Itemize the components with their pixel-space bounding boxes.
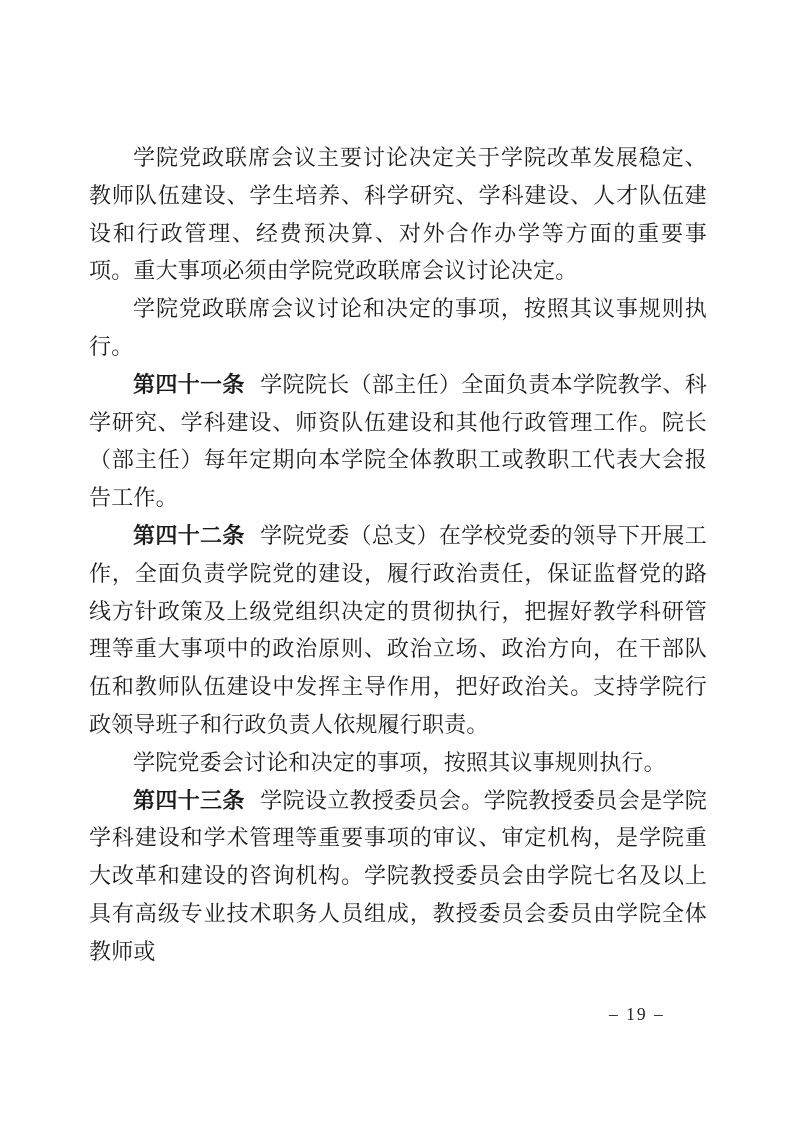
article-number: 第四十二条 [133, 522, 245, 548]
paragraph-text: 学院院长（部主任）全面负责本学院教学、科学研究、学科建设、师资队伍建设和其他行政管理工作。院长（部主任）每年定期向本学院全体教职工或教职工代表大会报告工作。 [89, 371, 707, 511]
paragraph [89, 517, 707, 744]
document-body [89, 139, 707, 971]
paragraph [89, 290, 707, 366]
paragraph-text: 学院设立教授委员会。学院教授委员会是学院学科建设和学术管理等重要事项的审议、审定机构，是学院重大改革和建设的咨询机构。学院教授委员会由学院七名及以上具有高级专业技术职务人员组成，教授委员会委员由学院全体教师或 [89, 787, 707, 964]
article-number: 第四十三条 [133, 787, 245, 813]
paragraph-text: 学院党委会讨论和决定的事项，按照其议事规则执行。 [133, 749, 666, 775]
paragraph [89, 744, 707, 782]
paragraph [89, 782, 707, 971]
paragraph [89, 366, 707, 517]
paragraph-text: 学院党政联席会议主要讨论决定关于学院改革发展稳定、教师队伍建设、学生培养、科学研究、学科建设、人才队伍建设和行政管理、经费预决算、对外合作办学等方面的重要事项。重大事项必须由学院党政联席会议讨论决定。 [89, 145, 707, 284]
paragraph [89, 139, 707, 290]
page-number: – 19 – [609, 1004, 665, 1024]
paragraph-text: 学院党委（总支）在学校党委的领导下开展工作，全面负责学院党的建设，履行政治责任，保证监督党的路线方针政策及上级党组织决定的贯彻执行，把握好教学科研管理等重大事项中的政治原则、政治立场、政治方向，在干部队伍和教师队伍建设中发挥主导作用，把好政治关。支持学院行政领导班子和行政负责人依规履行职责。 [89, 522, 707, 737]
article-number: 第四十一条 [133, 371, 245, 397]
paragraph-text: 学院党政联席会议讨论和决定的事项，按照其议事规则执行。 [89, 296, 707, 359]
